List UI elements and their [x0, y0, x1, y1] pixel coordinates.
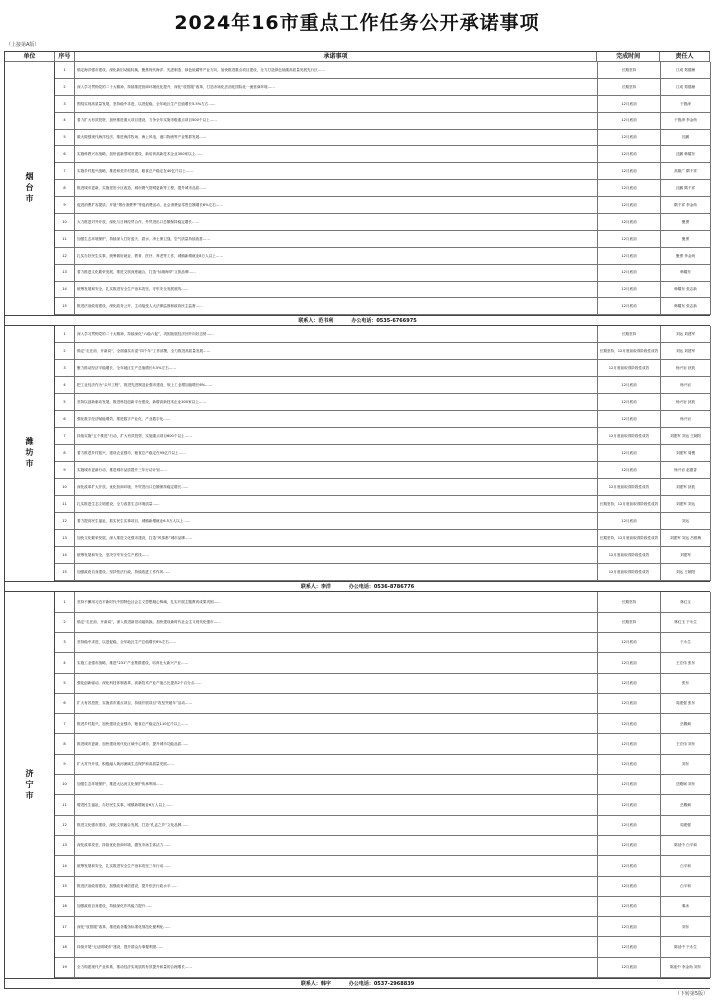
responsible-person: 韩耀东 张志新	[661, 282, 711, 298]
contact-phone: 办公电话：0536-8786776	[348, 584, 415, 591]
table-row	[55, 530, 711, 547]
contact-phone: 办公电话：0537-2968839	[348, 981, 415, 987]
contact-row	[5, 582, 710, 592]
responsible-person: 于胜涛	[661, 96, 711, 112]
commitment-table	[4, 51, 710, 989]
completion-time: 12月底前	[598, 795, 661, 814]
commitment-text: 实施乡村振兴战略，推进和美乡村建设，粮食总产稳定在40亿斤以上……	[75, 163, 598, 179]
table-row	[55, 197, 711, 214]
row-number: 15	[55, 877, 75, 896]
commitment-text: 实施城市更新行动，推进城市品质提升三年行动计划……	[75, 462, 598, 478]
row-number: 14	[55, 282, 75, 298]
completion-time: 12月底前	[598, 734, 661, 753]
table-row	[55, 513, 711, 530]
completion-time: 12月底前	[598, 282, 661, 298]
commitment-text: 扩大有效投资，实施省市重点项目，持续开展项目“攻坚突破年”活动……	[75, 694, 598, 713]
row-number: 12	[55, 513, 75, 529]
header-task: 承诺事项	[75, 52, 597, 61]
completion-time: 12月底前	[598, 937, 661, 956]
responsible-person: 刘运	[661, 513, 711, 529]
commitment-text: 扎实办好民生实事，统筹做好就业、教育、医疗、养老等工作，城镇新增就业8万人以上……	[75, 248, 598, 264]
completion-time: 12月底前	[598, 856, 661, 875]
table-row	[55, 816, 711, 836]
table-row	[55, 592, 711, 612]
table-row	[55, 653, 711, 673]
row-number: 2	[55, 79, 75, 95]
commitment-text: 增进民生福祉，办好民生实事，城镇新增就业6万人以上……	[75, 795, 598, 814]
row-number: 6	[55, 694, 75, 713]
table-row	[55, 877, 711, 897]
completion-time: 12月底前	[598, 836, 661, 855]
contact-row	[5, 979, 710, 989]
completion-time: 12月底前	[598, 163, 661, 179]
completion-time: 12月底前	[598, 674, 661, 693]
responsible-person: 刘建军	[661, 547, 711, 563]
city-name: 潍坊市	[5, 326, 55, 581]
responsible-person: 沈鹏 韩耀东	[661, 146, 711, 162]
completion-time: 12月底前	[598, 816, 661, 835]
commitment-text: 统筹发展和安全，坚决守牢安全生产底线……	[75, 547, 598, 563]
table-row	[55, 113, 711, 130]
row-number: 6	[55, 146, 75, 162]
responsible-person: 杨兴岩 赵德香	[661, 462, 711, 478]
row-number: 18	[55, 937, 75, 956]
commitment-text: 坚持不懈用习近平新时代中国特色社会主义思想凝心铸魂，扎实开展主题教育成果巩固……	[75, 592, 598, 611]
completion-time: 长期坚持，12月底前取得阶段性成效	[598, 343, 661, 359]
responsible-person: 杨兴岩	[661, 411, 711, 427]
row-number: 7	[55, 714, 75, 733]
table-row	[55, 633, 711, 653]
responsible-person: 周建强 张东	[661, 694, 711, 713]
completion-time: 12月底前	[598, 265, 661, 281]
row-number: 8	[55, 734, 75, 753]
table-row	[55, 479, 711, 496]
responsible-person: 江成 郑德雁	[661, 79, 711, 95]
responsible-person: 杨兴岩 狄波	[661, 360, 711, 376]
completion-time: 12月底前取得阶段性成效	[598, 479, 661, 495]
row-number: 4	[55, 113, 75, 129]
continued-note: （上接第A版）	[6, 42, 40, 48]
row-number: 13	[55, 836, 75, 855]
city-section	[5, 592, 710, 979]
table-row	[55, 714, 711, 734]
row-number: 17	[55, 917, 75, 936]
commitment-text: 把工业经济作为“头号工程”，推进先进制造业强市建设，规上工业增加值增长6%……	[75, 377, 598, 393]
responsible-person: 岳殿炯	[661, 714, 711, 733]
row-number: 9	[55, 462, 75, 478]
row-number: 11	[55, 496, 75, 512]
commitment-text: 深入学习贯彻党的二十大精神，持续深化“六稳六促”，巩固拓展经济回升向好态势……	[75, 326, 598, 342]
row-number: 7	[55, 428, 75, 444]
responsible-person: 刘东	[661, 755, 711, 774]
row-number: 1	[55, 592, 75, 611]
commitment-text: 深化“放管服”改革，推进政务服务标准化规范化便利化……	[75, 917, 598, 936]
row-number: 8	[55, 445, 75, 461]
table-row	[55, 360, 711, 377]
commitment-text: 持续实施“五个推进”行动，扩大有效投资，实施重点项目600个以上……	[75, 428, 598, 444]
row-number: 12	[55, 816, 75, 835]
row-number: 10	[55, 479, 75, 495]
completion-time: 长期坚持	[598, 592, 661, 611]
table-row	[55, 897, 711, 917]
table-row	[55, 836, 711, 856]
row-number: 14	[55, 547, 75, 563]
responsible-person: 王宏伟 刘东	[661, 734, 711, 753]
completion-time: 12月底前	[598, 897, 661, 916]
row-number: 3	[55, 360, 75, 376]
responsible-person: 林红玉	[661, 592, 711, 611]
row-number: 4	[55, 377, 75, 393]
completion-time: 12月底前	[598, 394, 661, 410]
contact-name: 联系人：范书利	[298, 318, 334, 325]
contact-row	[5, 316, 710, 326]
commitment-text: 围绕实现高质量发展，坚持稳中求进，以进促稳，全年地区生产总值增长5.5%左右……	[75, 96, 598, 112]
completion-time: 12月底前	[598, 714, 661, 733]
responsible-person: 高雄广 隋千祥	[661, 163, 711, 179]
responsible-person: 张东	[661, 674, 711, 693]
contact-name: 联系人：李洋	[300, 584, 331, 591]
completion-time: 12月底前	[598, 775, 661, 794]
table-row	[55, 411, 711, 428]
table-row	[55, 163, 711, 180]
row-number: 3	[55, 96, 75, 112]
responsible-person: 刘东	[661, 917, 711, 936]
completion-time: 12月底前	[598, 694, 661, 713]
responsible-person: 刘运 刘建军	[661, 343, 711, 359]
completion-time: 12月底前	[598, 445, 661, 461]
row-number: 1	[55, 326, 75, 342]
commitment-text: 坚持稳中求进、以进促稳，全年地区生产总值增长6%左右……	[75, 633, 598, 652]
completion-time: 12月底前取得阶段性成效	[598, 360, 661, 376]
row-number: 13	[55, 530, 75, 546]
completion-time: 长期坚持	[598, 326, 661, 342]
responsible-person: 白平和	[661, 856, 711, 875]
completion-time: 12月底前	[598, 653, 661, 672]
commitment-text: 推进乡村振兴，加快建设农业强市，粮食总产稳定在110亿斤以上……	[75, 714, 598, 733]
completion-time: 长期坚持	[598, 62, 661, 78]
table-row	[55, 282, 711, 299]
responsible-person: 于永生	[661, 633, 711, 652]
row-number: 10	[55, 214, 75, 230]
row-number: 12	[55, 248, 75, 264]
responsible-person: 于胜涛 李金尚	[661, 113, 711, 129]
row-number: 13	[55, 265, 75, 281]
responsible-person: 刘建军 狄波	[661, 479, 711, 495]
completion-time: 12月底前	[598, 513, 661, 529]
table-row	[55, 377, 711, 394]
responsible-person: 陈延中 李金尚 刘东	[661, 958, 711, 977]
completion-time: 12月底前	[598, 462, 661, 478]
responsible-person: 韩耀东 张志新	[661, 298, 711, 314]
table-row	[55, 856, 711, 876]
commitment-text: 实施科教兴市战略，加快创新型城市建设，新培育高新技术企业300家以上……	[75, 146, 598, 162]
table-row	[55, 343, 711, 360]
responsible-person: 杨兴岩	[661, 377, 711, 393]
completion-time: 长期坚持，12月底前取得阶段性成效	[598, 496, 661, 512]
commitment-text: 全力构建现代产业体系，推动经济实现质的有效提升和量的合理增长……	[75, 958, 598, 977]
commitment-text: 聚力推动经济平稳增长，全年地区生产总值增长5.5%左右……	[75, 360, 598, 376]
completion-time: 12月底前取得阶段性成效	[598, 547, 661, 563]
commitment-text: 加强政府自身建设，坚持依法行政，持续改进工作作风……	[75, 564, 598, 580]
completion-time: 12月底前	[598, 877, 661, 896]
completion-time: 12月底前取得阶段性成效	[598, 428, 661, 444]
table-row	[55, 445, 711, 462]
row-number: 3	[55, 633, 75, 652]
row-number: 11	[55, 231, 75, 247]
row-number: 5	[55, 674, 75, 693]
responsible-person: 聚勇 李金尚	[661, 248, 711, 264]
commitment-text: 深化改革扩大开放，优化营商环境，外贸进出口总额保持稳定增长……	[75, 479, 598, 495]
table-row	[55, 428, 711, 445]
table-row	[55, 755, 711, 775]
responsible-person: 刘建军 刘运 王朝阳	[661, 428, 711, 444]
table-row	[55, 674, 711, 694]
completion-time: 12月底前	[598, 248, 661, 264]
commitment-text: 加强生态环境保护，推进大运河文化保护传承利用……	[75, 775, 598, 794]
responsible-person: 陈延中 白平和	[661, 836, 711, 855]
completion-time: 12月底前	[598, 214, 661, 230]
commitment-text: 统筹发展和安全，扎实推进安全生产治本攻坚三年行动……	[75, 856, 598, 875]
commitment-text: 推进城市更新，实施老旧小区改造、城市燃气管网更新等工程，提升城市品质……	[75, 180, 598, 196]
commitment-text: 强化数字经济赋能增效，推进数字产业化、产业数字化……	[75, 411, 598, 427]
contact-phone: 办公电话：0535-6766975	[351, 318, 417, 325]
row-number: 14	[55, 856, 75, 875]
completion-time: 长期坚持，12月底前取得阶段性成效	[598, 530, 661, 546]
completion-time: 长期坚持	[598, 79, 661, 95]
completion-time: 长期坚持	[598, 613, 661, 632]
city-section	[5, 62, 710, 316]
responsible-person: 白平和	[661, 877, 711, 896]
row-number: 6	[55, 411, 75, 427]
table-row	[55, 734, 711, 754]
table-header-row	[5, 52, 710, 62]
row-number: 19	[55, 958, 75, 977]
row-number: 9	[55, 197, 75, 213]
completion-time: 12月底前	[598, 411, 661, 427]
row-number: 10	[55, 775, 75, 794]
row-number: 15	[55, 298, 75, 314]
commitment-text: 加强政府自身建设，持续深化作风能力提升……	[75, 897, 598, 916]
table-row	[55, 214, 711, 231]
city-name: 烟台市	[5, 62, 55, 315]
completion-time: 12月底前	[598, 755, 661, 774]
row-number: 1	[55, 62, 75, 78]
responsible-person: 聚勇	[661, 214, 711, 230]
table-row	[55, 613, 711, 633]
row-number: 9	[55, 755, 75, 774]
commitment-text: 加强生态环境保护，持续深入打好蓝天、碧水、净土保卫战，空气质量持续改善……	[75, 231, 598, 247]
commitment-text: 着力推进文化繁荣发展，推进文旅深度融合，打造“仙境海岸”文旅品牌……	[75, 265, 598, 281]
table-row	[55, 79, 711, 96]
table-row	[55, 130, 711, 147]
responsible-person: 陈延中 于永生	[661, 937, 711, 956]
table-row	[55, 462, 711, 479]
row-number: 5	[55, 130, 75, 146]
completion-time: 12月底前	[598, 113, 661, 129]
responsible-person: 江成 郑德雁	[661, 62, 711, 78]
completion-time: 12月底前	[598, 298, 661, 314]
header-no: 序号	[55, 52, 75, 61]
responsible-person: 刘建军 刘运	[661, 496, 711, 512]
commitment-text: 推进法治政府建设，深化政务公开，主动接受人大法律监督和政协民主监督……	[75, 298, 598, 314]
responsible-person: 隋千祥 李金尚	[661, 197, 711, 213]
completion-time: 12月底前	[598, 231, 661, 247]
responsible-person: 周建强	[661, 816, 711, 835]
city-section	[5, 326, 710, 582]
table-row	[55, 265, 711, 282]
responsible-person: 林红玉 于永生	[661, 613, 711, 632]
table-row	[55, 326, 711, 343]
commitment-text: 深入学习贯彻党的二十大精神，持续推进营商环境优化提升，深化“放管服”改革，打造市场化法治化国际化一流营商环境……	[75, 79, 598, 95]
commitment-text: 锚定“走在前、开新局”，全面落实市委“四个年”工作部署，全力推进高质量发展……	[75, 343, 598, 359]
city-name: 济宁市	[5, 592, 55, 978]
commitment-text: 统筹发展和安全，扎实推进安全生产治本攻坚，守牢安全发展底线……	[75, 282, 598, 298]
table-row	[55, 96, 711, 113]
responsible-person: 刘运 王朝阳	[661, 564, 711, 580]
table-row	[55, 394, 711, 411]
table-row	[55, 248, 711, 265]
row-number: 11	[55, 795, 75, 814]
completion-time: 12月底前	[598, 180, 661, 196]
completion-time: 12月底前	[598, 377, 661, 393]
header-resp: 责任人	[660, 52, 710, 61]
table-row	[55, 694, 711, 714]
commitment-text: 坚持以创新驱动发展，推进科技创新平台建设，新增高新技术企业300家以上……	[75, 394, 598, 410]
row-number: 16	[55, 897, 75, 916]
commitment-text: 扎实推进生态文明建设，全力改善生态环境质量……	[75, 496, 598, 512]
commitment-text: 推进法治政府建设，加强政务诚信建设，提升依法行政水平……	[75, 877, 598, 896]
table-row	[55, 547, 711, 564]
completion-time: 12月底前	[598, 130, 661, 146]
table-row	[55, 146, 711, 163]
completion-time: 12月底前	[598, 197, 661, 213]
commitment-text: 推进文化强市建设，深化文旅融合发展，打造“孔孟之乡”文化品牌……	[75, 816, 598, 835]
table-row	[55, 180, 711, 197]
commitment-text: 促进消费扩容提质，开展“烟台消费季”等促消费活动，社会消费品零售总额增长6%左右……	[75, 197, 598, 213]
table-row	[55, 231, 711, 248]
table-row	[55, 958, 711, 978]
commitment-text: 实施工业强市战略，推进“231”产业集群建设，培育壮大新兴产业……	[75, 653, 598, 672]
commitment-text: 推进城市更新，加快建设现代化区域中心城市，提升城市功能品质……	[75, 734, 598, 753]
table-row	[55, 298, 711, 315]
commitment-text: 深化改革攻坚，持续优化营商环境，激发市场主体活力……	[75, 836, 598, 855]
row-number: 2	[55, 343, 75, 359]
completion-time: 12月底前	[598, 146, 661, 162]
page-title: 2024年16市重点工作任务公开承诺事项	[174, 12, 540, 34]
header-unit: 单位	[5, 52, 55, 61]
completion-time: 12月底前	[598, 96, 661, 112]
responsible-person: 韩耀东	[661, 265, 711, 281]
row-number: 2	[55, 613, 75, 632]
table-row	[55, 496, 711, 513]
completion-time: 12月底前	[598, 633, 661, 652]
commitment-text: 着力提高民生福祉，抓实民生实事项目，城镇新增就业6.5万人以上……	[75, 513, 598, 529]
commitment-text: 做大做强现代海洋经济，推进海洋牧场、海上风电、港口物流等产业集群发展……	[75, 130, 598, 146]
table-row	[55, 917, 711, 937]
responsible-person: 聚勇	[661, 231, 711, 247]
commitment-text: 大力推进对外开放，深化与日韩经贸合作，外贸进出口总额保持稳定增长……	[75, 214, 598, 230]
commitment-text: 强化创新驱动，深化科技体制改革，高新技术产业产值占比提高2个百分点……	[75, 674, 598, 693]
table-row	[55, 937, 711, 957]
commitment-text: 持续开展“无证明城市”建设，提升群众办事便利度……	[75, 937, 598, 956]
continued-footer: （下转第5版）	[674, 991, 708, 997]
row-number: 15	[55, 564, 75, 580]
commitment-text: 扩大对外开放，积极融入黄河流域生态保护和高质量发展……	[75, 755, 598, 774]
completion-time: 12月底前	[598, 917, 661, 936]
responsible-person: 岳殿炯	[661, 795, 711, 814]
responsible-person: 秦冰	[661, 897, 711, 916]
commitment-text: 锚定海洋强市建设，深化新旧动能转换，聚焦现代海洋、先进制造、绿色低碳等产业方向，加快推进重点项目建设，全力打造绿色低碳高质量发展先行区……	[75, 62, 598, 78]
row-number: 8	[55, 180, 75, 196]
responsible-person: 沈鹏 隋千祥	[661, 180, 711, 196]
row-number: 5	[55, 394, 75, 410]
commitment-text: 着力扩大有效投资，加快推进重大项目建设，力争全年实施市级重点项目500个以上……	[75, 113, 598, 129]
responsible-person: 杨兴岩 狄波	[661, 394, 711, 410]
responsible-person: 王宏伟 张东	[661, 653, 711, 672]
completion-time: 12月底前取得阶段性成效	[598, 564, 661, 580]
table-row	[55, 795, 711, 815]
contact-name: 联系人：韩宇	[300, 981, 331, 987]
commitment-text: 锚定“走在前、开新局”，深入推进新旧动能转换，加快建设新时代社会主义现代化强市……	[75, 613, 598, 632]
table-row	[55, 62, 711, 79]
responsible-person: 刘建军 刘运 吕根梅	[661, 530, 711, 546]
header-time: 完成时间	[597, 52, 660, 61]
responsible-person: 刘运 刘建军	[661, 326, 711, 342]
responsible-person: 刘建军 周俊	[661, 445, 711, 461]
responsible-person: 沈鹏	[661, 130, 711, 146]
commitment-text: 加快文化繁荣发展，深入推进文化强市建设，打造“风筝都”城市品牌……	[75, 530, 598, 546]
commitment-text: 着力推进乡村振兴，建设农业强市，粮食总产稳定在95亿斤以上……	[75, 445, 598, 461]
responsible-person: 岳殿炯 刘东	[661, 775, 711, 794]
row-number: 4	[55, 653, 75, 672]
table-row	[55, 775, 711, 795]
table-row	[55, 564, 711, 581]
row-number: 7	[55, 163, 75, 179]
completion-time: 12月底前	[598, 958, 661, 977]
